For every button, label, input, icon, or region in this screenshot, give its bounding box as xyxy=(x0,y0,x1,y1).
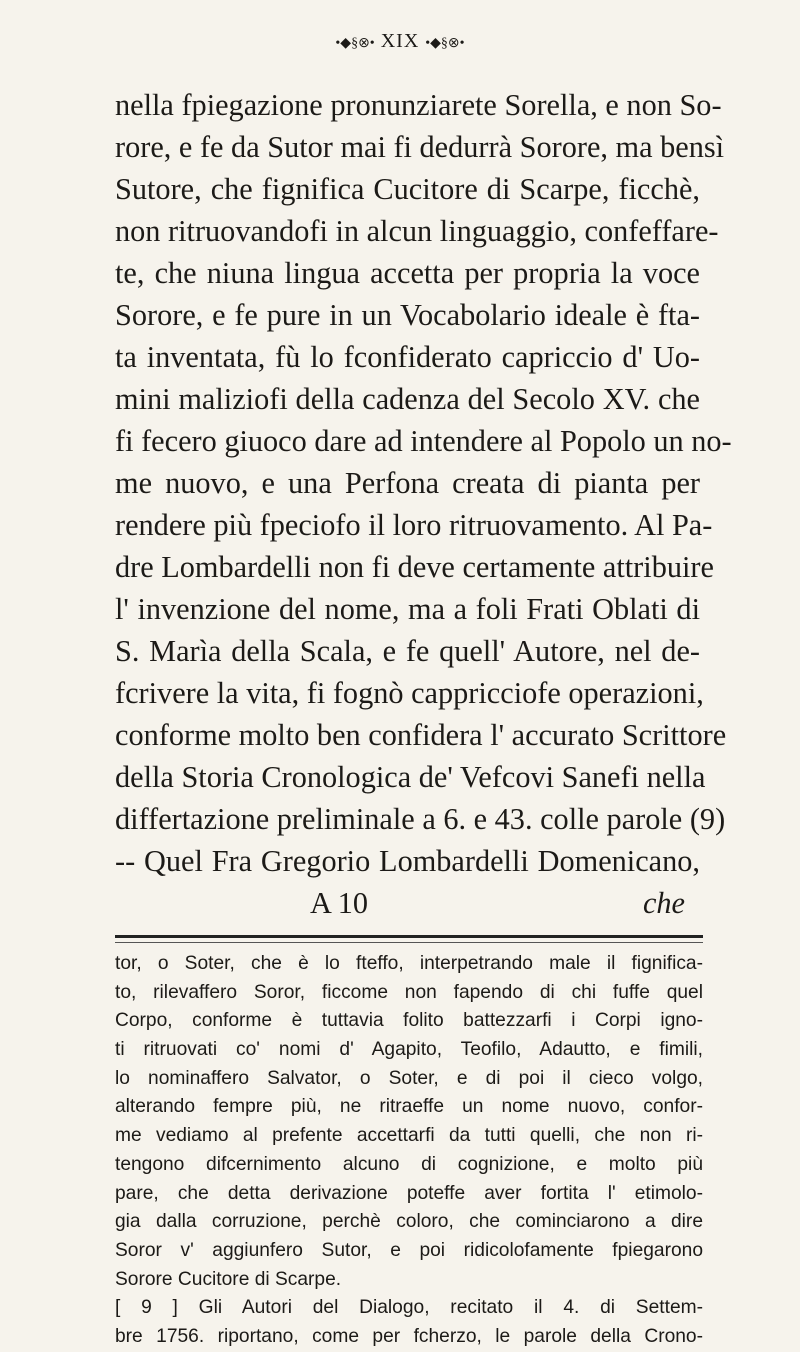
note-line: Corpo, conforme è tuttavia folito battezzarfi i Corpi igno- xyxy=(115,1010,703,1032)
page-number: XIX xyxy=(380,30,420,52)
text-line: -- Quel Fra Gregorio Lombardelli Domenicano, xyxy=(115,844,700,878)
footnotes xyxy=(115,950,703,1352)
text-line: non ritruovandofi in alcun linguaggio, confeffare- xyxy=(115,214,719,248)
catchword: che xyxy=(642,886,685,920)
text-line: l' invenzione del nome, ma a foli Frati Oblati di xyxy=(115,592,700,626)
text-line: me nuovo, e una Perfona creata di pianta per xyxy=(115,466,700,500)
text-line: te, che niuna lingua accetta per propria la voce xyxy=(115,256,700,290)
note-line: [ 9 ] Gli Autori del Dialogo, recitato il 4. di Settem- xyxy=(115,1297,703,1319)
note-line: alterando fempre più, ne ritraeffe un nome nuovo, confor- xyxy=(115,1096,703,1118)
note-line: me vediamo al prefente accettarfi da tutti quelli, che non ri- xyxy=(115,1125,703,1147)
note-line: Soror v' aggiunfero Sutor, e poi ridicolofamente fpiegarono xyxy=(115,1239,703,1261)
note-line: tor, o Soter, che è lo fteffo, interpetrando male il fignifica- xyxy=(115,953,703,974)
signature-mark: A 10 xyxy=(310,886,369,920)
footnote-rule xyxy=(115,935,703,943)
text-line: ta inventata, fù lo fconfiderato capriccio d' Uo- xyxy=(115,340,700,374)
text-line: differtazione preliminale a 6. e 43. colle parole (9) xyxy=(115,802,726,836)
text-line: rendere più fpeciofo il loro ritruovamento. Al Pa- xyxy=(115,508,713,542)
note-line: ti ritruovati co' nomi d' Agapito, Teofilo, Adautto, e fimili, xyxy=(115,1039,703,1061)
text-line: rore, e fe da Sutor mai fi dedurrà Sorore, ma bensì xyxy=(115,130,725,164)
text-line: dre Lombardelli non fi deve certamente attribuire xyxy=(115,550,714,584)
text-line: della Storia Cronologica de' Vefcovi Sanefi nella xyxy=(115,760,706,794)
left-ornament-icon: •◆§⊗• xyxy=(335,36,375,51)
note-line: bre 1756. riportano, come per fcherzo, le parole della Crono- xyxy=(115,1325,703,1347)
text-line: mini maliziofi della cadenza del Secolo XV. che xyxy=(115,382,700,416)
note-line: pare, che detta derivazione poteffe aver fortita l' etimolo- xyxy=(115,1182,703,1204)
right-ornament-icon: •◆§⊗• xyxy=(425,36,465,51)
text-line: conforme molto ben confidera l' accurato Scrittore xyxy=(115,718,727,752)
main-text xyxy=(115,84,732,924)
signature-line xyxy=(115,882,700,924)
text-line: Sorore, e fe pure in un Vocabolario ideale è fta- xyxy=(115,298,700,332)
text-line: fi fecero giuoco dare ad intendere al Popolo un no- xyxy=(115,424,732,458)
note-line: gia dalla corruzione, perchè coloro, che cominciarono a dire xyxy=(115,1211,703,1233)
note-line: tengono difcernimento alcuno di cognizione, e molto più xyxy=(115,1153,703,1175)
note-line: Sorore Cucitore di Scarpe. xyxy=(115,1268,342,1290)
text-line: Sutore, che fignifica Cucitore di Scarpe, ficchè, xyxy=(115,172,700,206)
text-line: nella fpiegazione pronunziarete Sorella, e non So- xyxy=(115,88,722,122)
page-header xyxy=(0,30,800,53)
note-line: lo nominaffero Salvator, o Soter, e di poi il cieco volgo, xyxy=(115,1067,703,1089)
note-line: to, rilevaffero Soror, ficcome non fapendo di chi fuffe quel xyxy=(115,981,703,1003)
text-line: fcrivere la vita, fi fognò cappricciofe operazioni, xyxy=(115,676,704,710)
text-line: S. Marìa della Scala, e fe quell' Autore, nel de- xyxy=(115,634,700,668)
